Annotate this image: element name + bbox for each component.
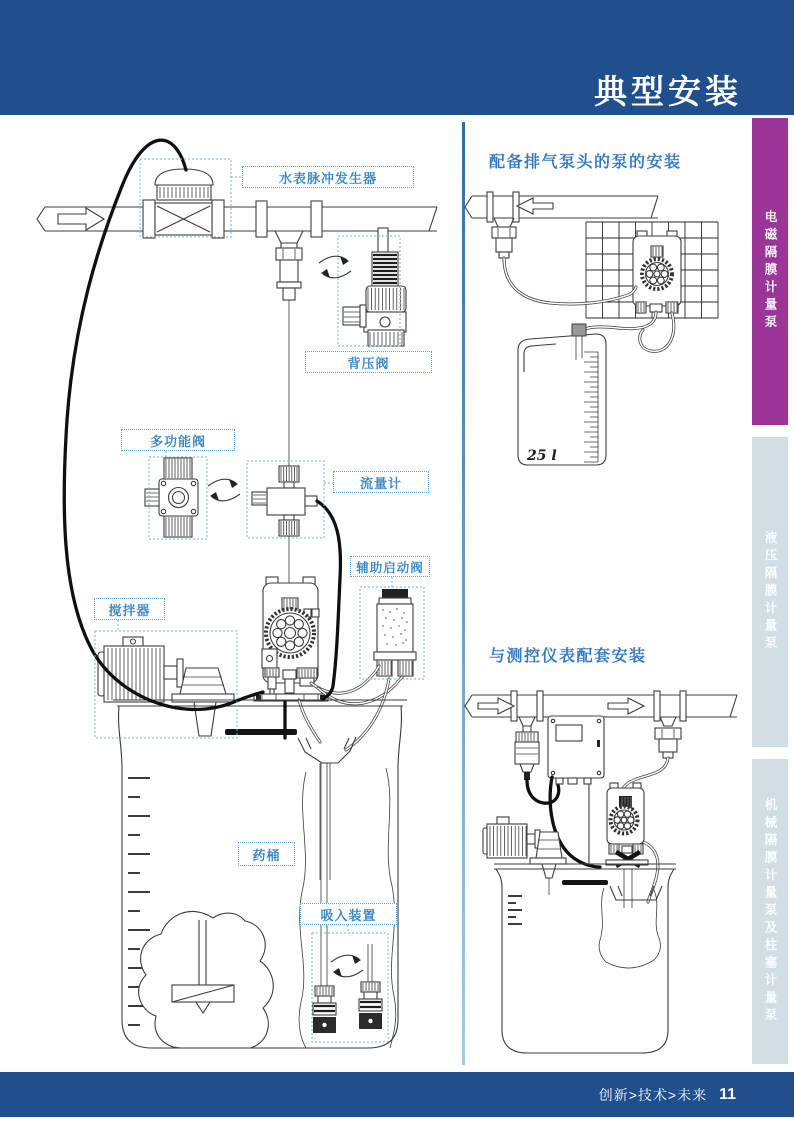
rotate-arrows-icon <box>319 256 351 278</box>
metering-pump-illustration <box>254 577 328 701</box>
degassing-head-diagram <box>465 192 718 465</box>
multifunction-valve-illustration <box>145 458 240 537</box>
suction-device-illustration <box>313 763 382 1033</box>
flow-arrow-right <box>608 698 644 714</box>
label-flow-meter: 流量计 <box>333 471 429 493</box>
sidebar-tab-label: 机械隔膜计量泵及柱塞计量泵 <box>763 797 777 1026</box>
page-title: 典型安装 <box>594 73 742 110</box>
main-pipe <box>37 200 437 249</box>
label-multifunction-valve: 多功能阀 <box>121 429 235 451</box>
label-back-pressure-valve: 背压阀 <box>305 351 432 373</box>
aux-start-valve-illustration <box>374 589 416 676</box>
label-aux-start-valve: 辅助启动阀 <box>350 556 430 577</box>
dosing-pump <box>606 783 648 866</box>
chemical-tank-illustration <box>113 700 407 1048</box>
label-agitator: 搅拌器 <box>94 598 165 620</box>
flow-arrow-left <box>517 198 553 214</box>
footer-page-number: 11 <box>719 1085 736 1103</box>
label-chemical-tank: 药桶 <box>238 842 295 866</box>
injection-valve <box>655 728 681 758</box>
sidebar-tab-label: 液压隔膜计量泵 <box>763 530 777 654</box>
injection-valve <box>276 248 302 466</box>
sidebar-tab-label: 电磁隔膜计量泵 <box>763 210 777 333</box>
footer-slogan: 创新>技术>未来 <box>598 1086 708 1103</box>
section-heading-instrumentation: 与测控仪表配套安装 <box>489 648 647 665</box>
water-meter-illustration <box>155 169 213 235</box>
instrumentation-diagram <box>465 691 737 1053</box>
jerry-can <box>518 324 606 465</box>
back-pressure-valve-illustration <box>319 228 406 346</box>
label-suction-device: 吸入装置 <box>300 903 397 925</box>
label-water-meter: 水表脉冲发生器 <box>242 166 414 188</box>
rotate-arrows-icon <box>208 479 240 501</box>
rotate-arrows-icon <box>331 955 363 977</box>
wall-mounted-pump <box>633 231 681 313</box>
pipe <box>465 192 658 258</box>
solution-tank <box>494 864 676 1053</box>
section-heading-degassing: 配备排气泵头的泵的安装 <box>489 154 682 171</box>
flow-arrow-right <box>478 698 514 714</box>
tank-capacity-label: 25 l <box>527 448 557 464</box>
flow-arrow-right <box>58 208 104 230</box>
